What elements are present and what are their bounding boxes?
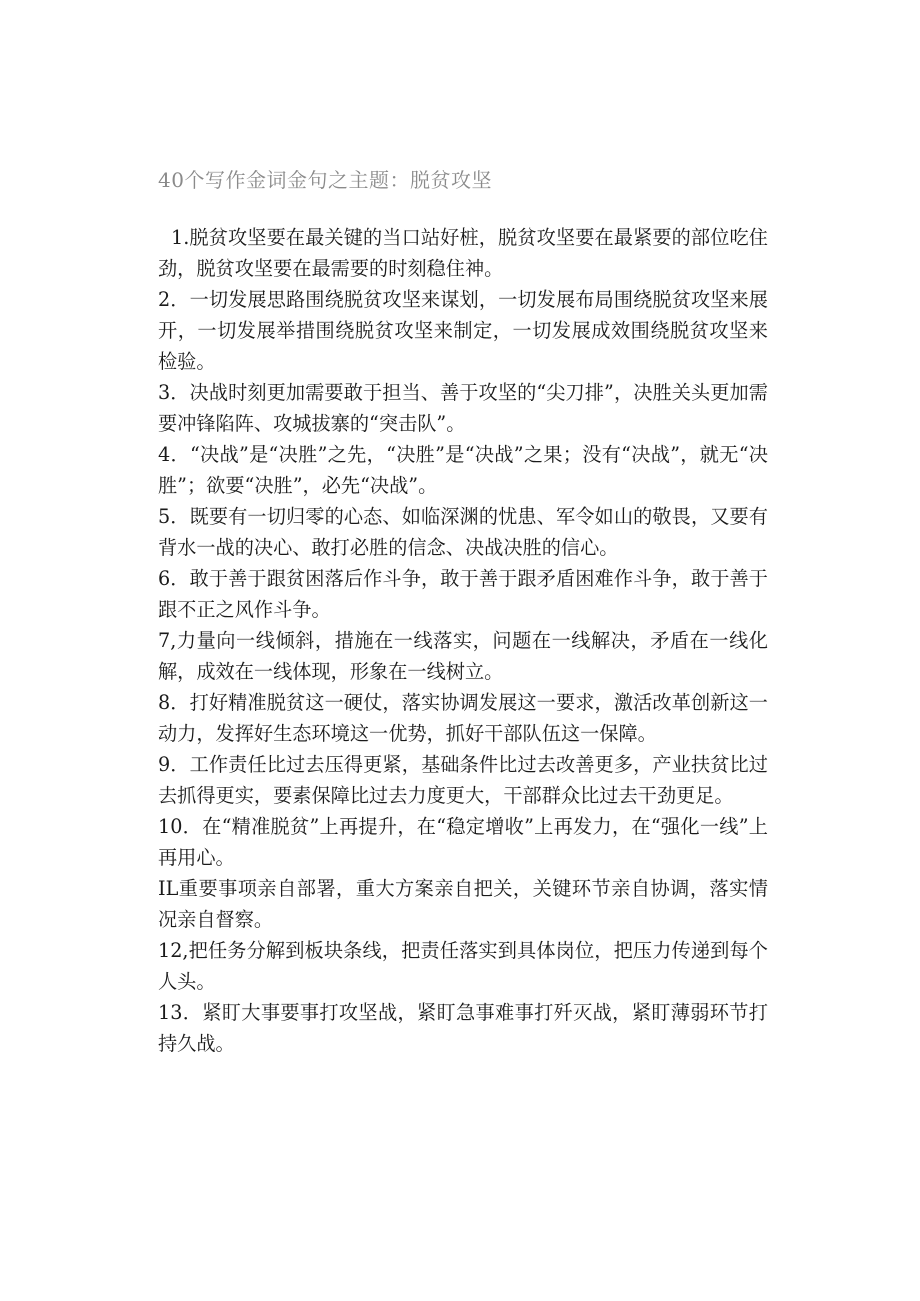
list-item: 8．打好精准脱贫这一硬仗，落实协调发展这一要求，激活改革创新这一动力，发挥好生态环境这一优势，抓好干部队伍这一保障。	[158, 691, 768, 745]
list-item: 10．在“精准脱贫”上再提升，在“稳定增收”上再发力，在“强化一线”上再用心。	[158, 815, 768, 869]
list-item: 12,把任务分解到板块条线，把责任落实到具体岗位，把压力传递到每个人头。	[158, 939, 768, 993]
list-item: 4．“决战”是“决胜”之先，“决胜”是“决战”之果；没有“决战”，就无“决胜”；欲要“决胜”，必先“决战”。	[158, 443, 768, 497]
document-title: 40个写作金词金句之主题：脱贫攻坚	[158, 168, 492, 192]
list-item: 6．敢于善于跟贫困落后作斗争，敢于善于跟矛盾困难作斗争，敢于善于跟不正之风作斗争。	[158, 567, 768, 621]
list-item: 13．紧盯大事要事打攻坚战，紧盯急事难事打歼灭战，紧盯薄弱环节打持久战。	[158, 1001, 768, 1055]
list-item: 1.脱贫攻坚要在最关键的当口站好桩，脱贫攻坚要在最紧要的部位吃住劲，脱贫攻坚要在最需要的时刻稳住神。	[158, 226, 768, 280]
list-item: 5．既要有一切归零的心态、如临深渊的忧患、军令如山的敬畏，又要有背水一战的决心、敢打必胜的信念、决战决胜的信心。	[158, 505, 768, 559]
quote-list	[158, 222, 768, 1059]
list-item: 2．一切发展思路围绕脱贫攻坚来谋划，一切发展布局围绕脱贫攻坚来展开，一切发展举措围绕脱贫攻坚来制定，一切发展成效围绕脱贫攻坚来检验。	[158, 288, 768, 373]
list-item: 3．决战时刻更加需要敢于担当、善于攻坚的“尖刀排”，决胜关头更加需要冲锋陷阵、攻城拔寨的“突击队”。	[158, 381, 768, 435]
list-item: 9．工作责任比过去压得更紧，基础条件比过去改善更多，产业扶贫比过去抓得更实，要素保障比过去力度更大，干部群众比过去干劲更足。	[158, 753, 768, 807]
list-item: 7,力量向一线倾斜，措施在一线落实，问题在一线解决，矛盾在一线化解，成效在一线体现，形象在一线树立。	[158, 629, 768, 683]
list-item: IL重要事项亲自部署，重大方案亲自把关，关键环节亲自协调，落实情况亲自督察。	[158, 877, 768, 931]
